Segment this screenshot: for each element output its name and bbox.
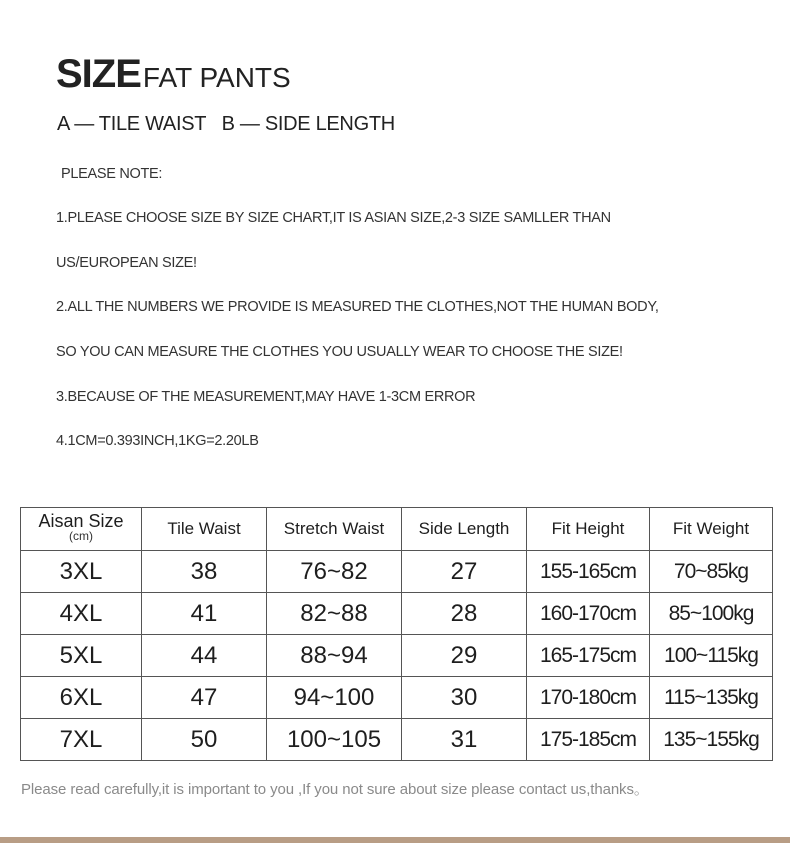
cell-fit-weight: 100~115kg	[650, 635, 773, 677]
cell-size: 4XL	[21, 593, 142, 635]
cell-tile-waist: 50	[142, 719, 267, 761]
cell-side-length: 31	[402, 719, 527, 761]
note-line-5: 3.BECAUSE OF THE MEASUREMENT,MAY HAVE 1-3CM ERROR	[56, 389, 476, 405]
page-title	[56, 52, 291, 97]
cell-fit-height: 175-185cm	[527, 719, 650, 761]
cell-tile-waist: 41	[142, 593, 267, 635]
cell-fit-height: 170-180cm	[527, 677, 650, 719]
header-stretch-waist: Stretch Waist	[267, 508, 402, 551]
cell-tile-waist: 38	[142, 551, 267, 593]
header-fit-height: Fit Height	[527, 508, 650, 551]
measurement-legend: A — TILE WAIST B — SIDE LENGTH	[57, 113, 395, 135]
cell-stretch-waist: 76~82	[267, 551, 402, 593]
note-line-6: 4.1CM=0.393INCH,1KG=2.20LB	[56, 433, 259, 449]
header-size-label: Aisan Size	[38, 511, 124, 531]
note-line-3: 2.ALL THE NUMBERS WE PROVIDE IS MEASURED THE CLOTHES,NOT THE HUMAN BODY,	[56, 299, 659, 315]
notes-heading: PLEASE NOTE:	[61, 166, 163, 182]
header-size-unit: (cm)	[69, 529, 93, 543]
header-side-length: Side Length	[402, 508, 527, 551]
table-row	[21, 677, 773, 719]
cell-fit-weight: 70~85kg	[650, 551, 773, 593]
title-size: SIZE	[56, 52, 141, 96]
cell-size: 5XL	[21, 635, 142, 677]
footer-note: Please read carefully,it is important to you ,If you not sure about size please contact us,thanks。	[21, 781, 649, 798]
note-line-4: SO YOU CAN MEASURE THE CLOTHES YOU USUALLY WEAR TO CHOOSE THE SIZE!	[56, 344, 623, 360]
cell-stretch-waist: 88~94	[267, 635, 402, 677]
cell-fit-height: 155-165cm	[527, 551, 650, 593]
note-line-2: US/EUROPEAN SIZE!	[56, 255, 197, 271]
table-row	[21, 719, 773, 761]
cell-fit-weight: 115~135kg	[650, 677, 773, 719]
table-row	[21, 635, 773, 677]
cell-size: 6XL	[21, 677, 142, 719]
cell-size: 7XL	[21, 719, 142, 761]
cell-fit-height: 160-170cm	[527, 593, 650, 635]
cell-size: 3XL	[21, 551, 142, 593]
header-asian-size	[21, 508, 142, 551]
cell-stretch-waist: 100~105	[267, 719, 402, 761]
table-row	[21, 551, 773, 593]
header-tile-waist: Tile Waist	[142, 508, 267, 551]
table-header-row	[21, 508, 773, 551]
cell-fit-weight: 85~100kg	[650, 593, 773, 635]
cell-stretch-waist: 94~100	[267, 677, 402, 719]
cell-tile-waist: 47	[142, 677, 267, 719]
bottom-divider-bar	[0, 837, 790, 843]
cell-side-length: 30	[402, 677, 527, 719]
cell-tile-waist: 44	[142, 635, 267, 677]
cell-stretch-waist: 82~88	[267, 593, 402, 635]
note-line-1: 1.PLEASE CHOOSE SIZE BY SIZE CHART,IT IS ASIAN SIZE,2-3 SIZE SAMLLER THAN	[56, 210, 611, 226]
cell-fit-weight: 135~155kg	[650, 719, 773, 761]
cell-side-length: 29	[402, 635, 527, 677]
cell-fit-height: 165-175cm	[527, 635, 650, 677]
title-product: FAT PANTS	[142, 62, 291, 93]
size-chart-table	[20, 507, 773, 761]
table-row	[21, 593, 773, 635]
cell-side-length: 27	[402, 551, 527, 593]
header-fit-weight: Fit Weight	[650, 508, 773, 551]
cell-side-length: 28	[402, 593, 527, 635]
